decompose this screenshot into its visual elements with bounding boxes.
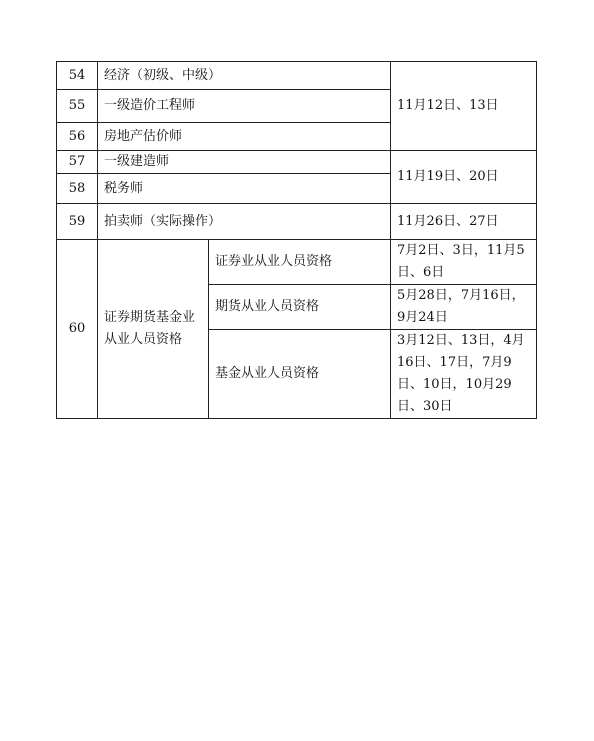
exam-name: 一级建造师: [98, 151, 391, 174]
table-row: [57, 240, 537, 285]
exam-dates: 11月19日、20日: [391, 151, 537, 204]
row-number: 55: [57, 90, 98, 123]
sub-exam-dates: 5月28日，7月16日，9月24日: [391, 285, 537, 330]
row-number: 56: [57, 123, 98, 151]
sub-exam-dates: 3月12日、13日，4月16日、17日，7月9日、10日，10月29日、30日: [391, 330, 537, 419]
sub-exam-name: 证券业从业人员资格: [209, 240, 391, 285]
sub-exam-dates: 7月2日、3日，11月5日、6日: [391, 240, 537, 285]
row-number: 57: [57, 151, 98, 174]
exam-dates: 11月12日、13日: [391, 62, 537, 151]
exam-schedule-table: [56, 61, 537, 419]
table-row: [57, 151, 537, 174]
row-number: 54: [57, 62, 98, 90]
exam-name: 拍卖师（实际操作）: [98, 204, 391, 240]
exam-name: 房地产估价师: [98, 123, 391, 151]
sub-exam-name: 基金从业人员资格: [209, 330, 391, 419]
exam-name: 税务师: [98, 174, 391, 204]
exam-name: 经济（初级、中级）: [98, 62, 391, 90]
exam-name: 证券期货基金业从业人员资格: [98, 240, 209, 419]
row-number: 58: [57, 174, 98, 204]
table-row: [57, 204, 537, 240]
exam-dates: 11月26日、27日: [391, 204, 537, 240]
sub-exam-name: 期货从业人员资格: [209, 285, 391, 330]
exam-name: 一级造价工程师: [98, 90, 391, 123]
table-row: [57, 62, 537, 90]
row-number: 60: [57, 240, 98, 419]
row-number: 59: [57, 204, 98, 240]
